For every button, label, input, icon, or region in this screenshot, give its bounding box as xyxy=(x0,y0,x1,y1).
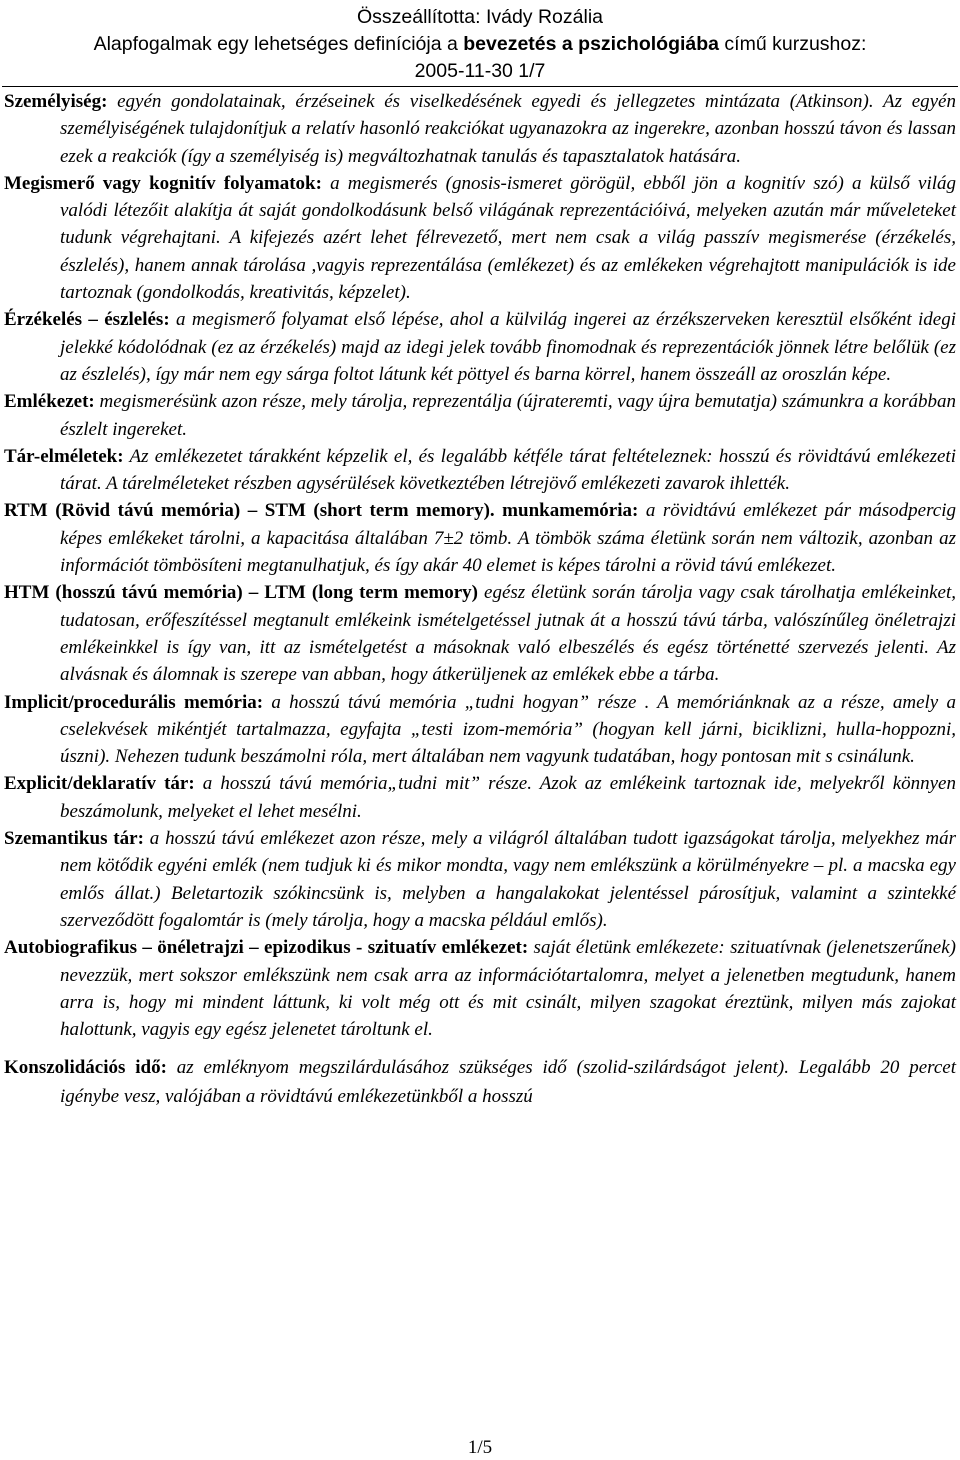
entry-rtm xyxy=(4,497,956,579)
entry-definition: a megismerés (gnosis-ismeret görögül, ebből jön a kognitív szó) a külső világ valódi létezőit alakítja át saját gondolkodásunk belső világának reprezentációivá, melyeken azután már műveleteket tudunk végrehajtani. A kifejezés azért lehet félrevezető, mert nem csak a világ passzív megismerése (érzékelés, észlelés), hanem annak tárolása ,vagyis reprezentálása (emlékezet) és az emlékeken végrehajtott manipulációk is ide tartoznak (gondolkodás, kreativitás, képzelet). xyxy=(60,172,957,304)
header-course xyxy=(0,31,960,58)
entry-emlekezet xyxy=(4,388,956,443)
header-course-suffix: című kurzushoz: xyxy=(719,33,867,55)
entry-term: RTM (Rövid távú memória) – STM (short term memory). munkamemória: xyxy=(4,500,639,522)
entry-definition: megismerésünk azon része, mely tárolja, reprezentálja (újrateremti, vagy újra bemutatja) számunkra a korábban észlelt ingereket. xyxy=(60,391,956,440)
entry-implicit xyxy=(4,689,956,771)
entry-megismero xyxy=(4,170,956,306)
entry-tar-elmeletek xyxy=(4,443,956,498)
entry-term: Tár-elméletek: xyxy=(4,445,124,467)
entry-term: Implicit/procedurális memória: xyxy=(4,691,264,713)
entry-szemelyiseg xyxy=(4,88,956,170)
entry-term: Emlékezet: xyxy=(4,391,95,413)
entry-konszolidacios xyxy=(4,1053,956,1111)
header-date: 2005-11-30 1/7 xyxy=(414,60,546,82)
header-course-prefix: Alapfogalmak egy lehetséges definíciója a xyxy=(93,33,464,55)
entry-explicit xyxy=(4,770,956,825)
glossary xyxy=(4,88,956,1111)
entry-term: Érzékelés – észlelés: xyxy=(4,309,170,331)
header-author: Összeállította: Ivády Rozália xyxy=(356,6,604,28)
entry-term: Megismerő vagy kognitív folyamatok: xyxy=(4,172,322,194)
entry-definition: a hosszú távú memória „tudni hogyan” része . A memóriánknak az a része, amely a cselekvések mikéntjét tartalmazza, egyfajta „testi izom-memória” (hogyan kell járni, biciklizni, hulla-hoppozni, úszni). Nehezen tudunk beszámolni róla, mert általában nem vagyunk tudatában, hogy pontosan mit s csinálunk. xyxy=(60,691,956,768)
entry-definition: Az emlékezetet tárakként képzelik el, és legalább kétféle tárat feltételeznek: hosszú és rövidtávú emlékezeti tárat. A tárelméleteket részben agysérülések következtében létrejövő emlékezeti zavarok ihlették. xyxy=(60,445,956,495)
page-number: 1/5 xyxy=(467,1437,493,1458)
entry-szemantikus xyxy=(4,825,956,934)
entry-term: HTM (hosszú távú memória) – LTM (long term memory) xyxy=(4,582,478,604)
entry-definition: saját életünk emlékezete: szituatívnak (jelenetszerűnek) nevezzük, mert sokszor emlékszünk nem csak arra az információtartalomra, melyet a jelenetben megtudunk, hanem arra is, hogy mi mindent láttunk, ki volt még ott és mit csinált, milyen szagokat éreztünk, milyen más zajokat halottunk, vagyis egy egész jelenetet tároltunk el. xyxy=(60,937,956,1041)
entry-definition: egyén gondolatainak, érzéseinek és viselkedésének egyedi és jellegzetes mintázata (Atkinson). Az egyén személyiségének tulajdonítjuk a relatív hasonló reakciókat ugyanazokra az ingerekre, azonban hosszú távon és lassan ezek a reakciók (így a személyiség is) megváltozhatnak tanulás és tapasztalatok hatására. xyxy=(60,91,956,167)
header-rule xyxy=(2,86,958,87)
entry-definition: a hosszú távú emlékezet azon része, mely a világról általában tudott igazságokat tárolja, melyekhez már nem kötődik egyéni emlék (nem tudjuk ki és mikor mondta, vagy nem emlékszünk a körülményekre – pl. a macska egy emlős állat.) Beletartozik szókincsünk is, melyben a hangalakokat jelentéssel párosítjuk, valamint a szintekké szerveződött fogalomtár is (mely tárolja, hogy a macska például emlős). xyxy=(60,828,956,931)
entry-definition: a rövidtávú emlékezet pár másodpercig képes emlékeket tárolni, a kapacitása általában 7±2 tömb. A tömbök száma életünk során nem változik, azonban az információt tömbösíteni megtanulhatjuk, és így akár 40 elemet is képes tárolni a rövid távú emlékezet. xyxy=(60,500,956,577)
entry-autobiografikus xyxy=(4,934,956,1043)
page-header xyxy=(0,0,960,85)
entry-term: Autobiografikus – önéletrajzi – epizodikus - szituatív emlékezet: xyxy=(4,937,529,959)
entry-term: Konszolidációs idő: xyxy=(4,1057,167,1079)
entry-definition: a megismerő folyamat első lépése, ahol a külvilág ingerei az érzékszerveken keresztül elsőként idegi jelekké kódolódnak (ez az érzékelés) majd az idegi jelek tovább finomodnak és reprezentációk jönnek létre belőlük (ez az észlelés), így már nem egy sárga foltot látunk két pöttyel és barna körrel, hanem összeáll az oroszlán képe. xyxy=(60,309,956,385)
entry-term: Szemantikus tár: xyxy=(4,828,144,850)
header-course-title: bevezetés a pszichológiába xyxy=(463,33,720,55)
entry-definition: a hosszú távú memória„tudni mit” része. Azok az emlékeink tartoznak ide, melyekről könnyen beszámolunk, melyeket el lehet mesélni. xyxy=(60,773,956,822)
entry-definition: az emléknyom megszilárdulásához szükséges idő (szolid-szilárdságot jelent). Legalább 20 percet igénybe vesz, valójában a rövidtávú emlékezetünkből a hosszú xyxy=(60,1057,956,1108)
entry-definition: egész életünk során tárolja vagy csak tárolhatja emlékeinket, tudatosan, erőfeszítéssel megtanult emlékeink ismételgetéssel jutnak át a hosszú távú tárba, valószínűleg önéletrajzi emlékeinkkel is így van, itt az ismételgetést a másoknak való elbeszélés és egész történetté szervezés jelenti. Az alvásnak és álomnak is szerepe van abban, hogy átkerüljenek az emlékek ebbe a tárba. xyxy=(60,582,956,686)
entry-erzekeles xyxy=(4,306,956,388)
entry-htm xyxy=(4,579,956,688)
entry-term: Explicit/deklaratív tár: xyxy=(4,773,195,795)
entry-term: Személyiség: xyxy=(4,91,108,112)
